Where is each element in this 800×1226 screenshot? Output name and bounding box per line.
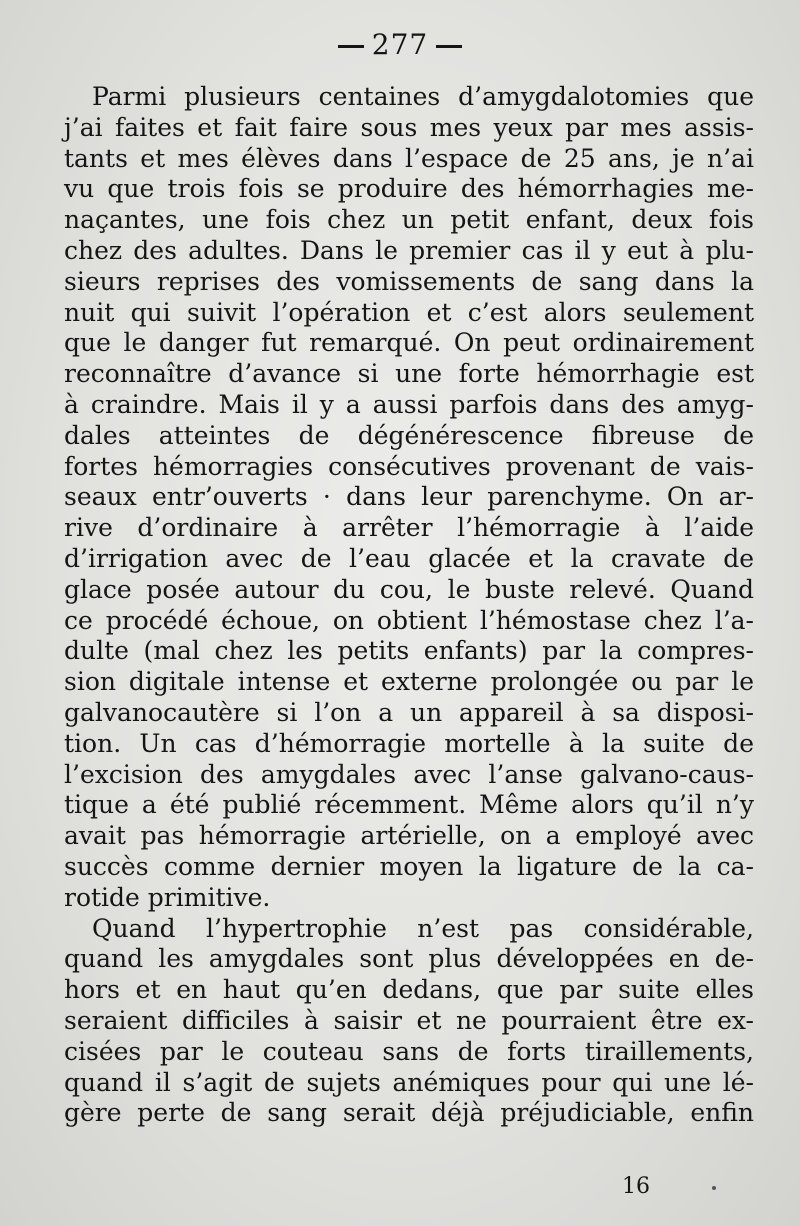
text-line: sion digitale intense et externe prolongée ou par le	[64, 667, 754, 697]
text-line: sieurs reprises des vomissements de sang dans la	[64, 266, 754, 296]
text-line: tants et mes élèves dans l’espace de 25 ans, je n’ai	[64, 143, 754, 173]
text-line: seraient difficiles à saisir et ne pourraient être ex-	[64, 1005, 754, 1035]
text-line: Quand l’hypertrophie n’est pas considérable,	[92, 913, 754, 943]
text-line: rotide primitive.	[64, 882, 271, 912]
text-line: rive d’ordinaire à arrêter l’hémorragie à l’aide	[64, 513, 754, 543]
text-line: chez des adultes. Dans le premier cas il y eut à plu-	[64, 235, 754, 265]
page-number: 277	[371, 28, 429, 61]
text-line: à craindre. Mais il y a aussi parfois dans des amyg-	[64, 389, 754, 419]
print-speck	[712, 1186, 716, 1190]
text-line: glace posée autour du cou, le buste relevé. Quand	[64, 574, 754, 604]
text-line: tique a été publié récemment. Même alors qu’il n’y	[64, 790, 754, 820]
text-line: nuit qui suivit l’opération et c’est alors seulement	[64, 297, 754, 327]
text-line: naçantes, une fois chez un petit enfant, deux fois	[64, 205, 754, 235]
text-line: galvanocautère si l’on a un appareil à sa disposi-	[64, 697, 754, 727]
text-line: reconnaître d’avance si une forte hémorrhagie est	[64, 359, 754, 389]
text-line: vu que trois fois se produire des hémorrhagies me-	[64, 174, 754, 204]
body-text	[64, 82, 754, 1129]
text-line: succès comme dernier moyen la ligature de la ca-	[64, 851, 754, 881]
header-dash-left	[338, 45, 364, 48]
text-line: ce procédé échoue, on obtient l’hémostase chez l’a-	[64, 605, 754, 635]
text-line: quand il s’agit de sujets anémiques pour qui une lé-	[64, 1067, 754, 1097]
text-line: dulte (mal chez les petits enfants) par la compres-	[64, 636, 754, 666]
text-line: gère perte de sang serait déjà préjudiciable, enfin	[64, 1098, 754, 1128]
text-line: l’excision des amygdales avec l’anse galvano-caus-	[64, 759, 754, 789]
text-line: tion. Un cas d’hémorragie mortelle à la suite de	[64, 728, 754, 758]
text-line: hors et en haut qu’en dedans, que par suite elles	[64, 975, 754, 1005]
text-line: Parmi plusieurs centaines d’amygdalotomies que	[92, 82, 754, 111]
text-line: quand les amygdales sont plus développées en de-	[64, 944, 754, 974]
signature-mark: 16	[622, 1174, 650, 1199]
page-header	[0, 28, 800, 61]
header-dash-right	[436, 45, 462, 48]
text-line: j’ai faites et fait faire sous mes yeux par mes assis-	[64, 112, 754, 142]
text-line: seaux entr’ouverts · dans leur parenchyme. On ar-	[64, 482, 754, 512]
text-line: cisées par le couteau sans de forts tiraillements,	[64, 1036, 754, 1066]
text-line: fortes hémorragies consécutives provenant de vais-	[64, 451, 754, 481]
text-line: d’irrigation avec de l’eau glacée et la cravate de	[64, 543, 754, 573]
text-line: que le danger fut remarqué. On peut ordinairement	[64, 328, 754, 358]
text-line: avait pas hémorragie artérielle, on a employé avec	[64, 821, 754, 851]
text-line: dales atteintes de dégénérescence fibreuse de	[64, 420, 754, 450]
